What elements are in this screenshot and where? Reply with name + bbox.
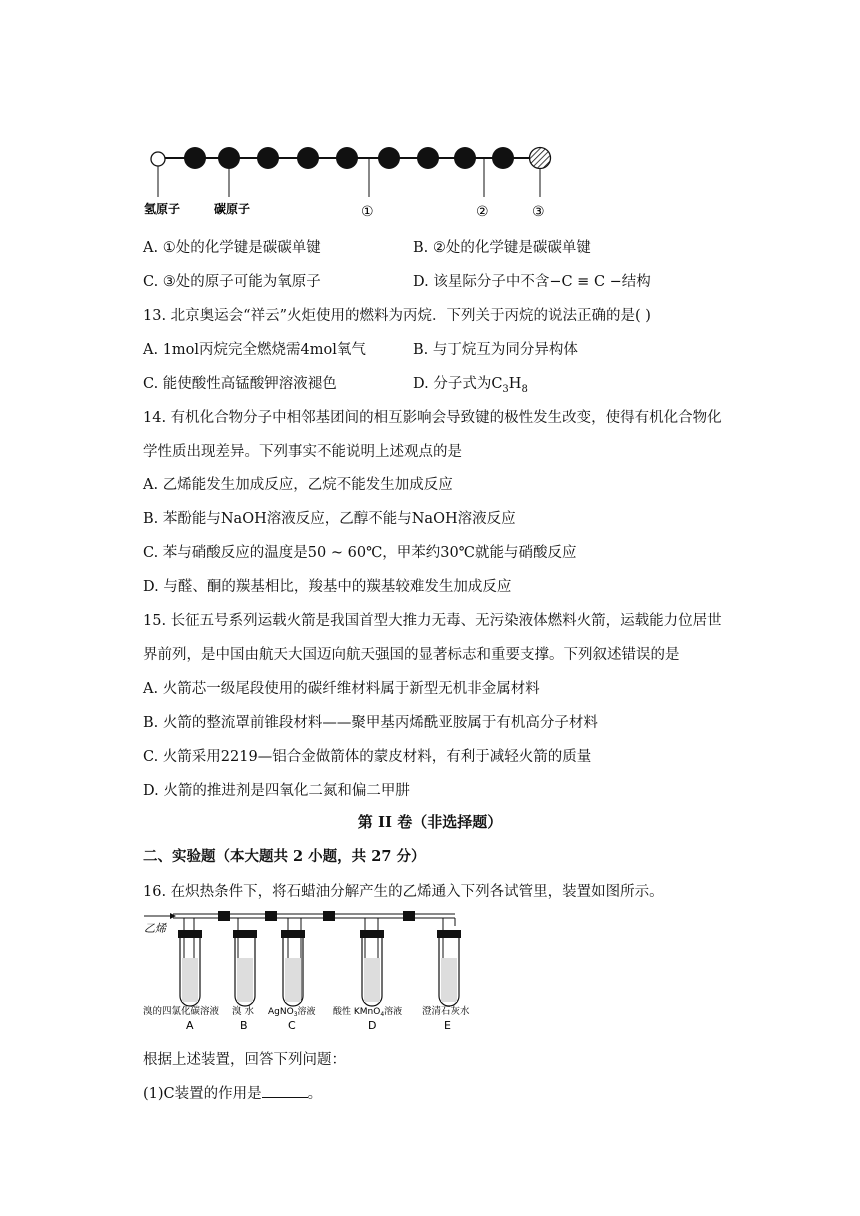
q15-option-a: A. 火箭芯一级尾段使用的碳纤维材料属于新型无机非金属材料 — [143, 681, 540, 697]
q13-option-b: B. 与丁烷互为同分异构体 — [413, 342, 578, 358]
q13-option-d — [413, 372, 528, 395]
q13-d-sub2: 8 — [521, 383, 528, 395]
reagent-b-label: 溴 水 — [232, 1006, 255, 1017]
hydrogen-label: 氢原子 — [144, 202, 181, 216]
q12-option-b: B. ②处的化学键是碳碳单键 — [413, 240, 591, 256]
answer-blank[interactable] — [262, 1085, 308, 1098]
letter-e: E — [444, 1019, 451, 1032]
reagent-c-label: AgNO$_3$溶液 — [268, 1007, 316, 1018]
letter-a: A — [186, 1019, 194, 1032]
marker-3: ③ — [532, 204, 545, 220]
q15-option-d: D. 火箭的推进剂是四氧化二氮和偏二甲肼 — [143, 783, 410, 799]
q12-option-a: A. ①处的化学键是碳碳单键 — [143, 240, 321, 256]
q16-stem: 16. 在炽热条件下，将石蜡油分解产生的乙烯通入下列各试管里，装置如图所示。 — [143, 884, 664, 900]
q12-option-c: C. ③处的原子可能为氧原子 — [143, 274, 321, 290]
letter-b: B — [240, 1019, 248, 1032]
section2-title: 二、实验题（本大题共 2 小题，共 27 分） — [143, 848, 426, 865]
reagent-e-label: 澄清石灰水 — [422, 1006, 470, 1017]
ethylene-inlet-label: 乙烯 — [144, 922, 166, 935]
letter-c: C — [288, 1019, 296, 1032]
q13-d-mid: H — [508, 376, 522, 392]
q14-option-a: A. 乙烯能发生加成反应，乙烷不能发生加成反应 — [143, 477, 453, 493]
marker-1: ① — [361, 204, 374, 220]
reagent-d-label: 酸性 KMnO$_4$溶液 — [333, 1007, 403, 1018]
test-tube-d — [360, 918, 384, 1006]
q13-stem: 13. 北京奥运会“祥云”火炬使用的燃料为丙烷．下列关于丙烷的说法正确的是( ) — [143, 308, 651, 324]
carbon-atom-4 — [297, 147, 319, 169]
carbon-label: 碳原子 — [214, 202, 251, 216]
test-tube-a — [178, 918, 202, 1006]
reagent-a-label: 溴的四氯化碳溶液 — [143, 1006, 220, 1017]
q13-d-sub1: 3 — [502, 383, 509, 395]
q15-stem-line1: 15. 长征五号系列运载火箭是我国首型大推力无毒、无污染液体燃料火箭，运载能力位居世 — [143, 613, 722, 629]
apparatus-figure — [143, 908, 473, 1034]
q14-stem-line2: 学性质出现差异。下列事实不能说明上述观点的是 — [143, 444, 462, 460]
valves — [218, 911, 415, 921]
q16-sub1-prefix: (1)C装置的作用是 — [143, 1086, 262, 1102]
q14-option-d: D. 与醛、酮的羰基相比，羧基中的羰基较难发生加成反应 — [143, 579, 512, 595]
q14-option-c: C. 苯与硝酸反应的温度是50 ~ 60℃，甲苯约30℃就能与硝酸反应 — [143, 545, 577, 561]
test-tube-c — [281, 918, 305, 1006]
carbon-atom-2 — [218, 147, 240, 169]
section-title: 第 II 卷（非选择题） — [357, 813, 503, 831]
carbon-atom-6 — [378, 147, 400, 169]
unknown-atom-hatched — [530, 148, 551, 169]
q15-option-b: B. 火箭的整流罩前锥段材料——聚甲基丙烯酰亚胺属于有机高分子材料 — [143, 715, 598, 731]
carbon-atom-8 — [454, 147, 476, 169]
carbon-atom-9 — [492, 147, 514, 169]
test-tube-b — [233, 918, 257, 1006]
q14-stem-line1: 14. 有机化合物分子中相邻基团间的相互影响会导致键的极性发生改变，使得有机化合物化 — [143, 410, 722, 426]
q13-option-a: A. 1mol丙烷完全燃烧需4mol氧气 — [143, 342, 366, 358]
q14-option-b: B. 苯酚能与NaOH溶液反应，乙醇不能与NaOH溶液反应 — [143, 511, 516, 527]
carbon-atom-1 — [184, 147, 206, 169]
molecule-chain-figure — [140, 135, 560, 225]
carbon-atom-5 — [336, 147, 358, 169]
letter-d: D — [368, 1019, 377, 1032]
q15-option-c: C. 火箭采用2219—铝合金做箭体的蒙皮材料，有利于减轻火箭的质量 — [143, 749, 592, 765]
hydrogen-atom — [151, 152, 165, 166]
test-tube-e — [437, 918, 461, 1006]
q12-option-d: D. 该星际分子中不含−C ≡ C −结构 — [413, 274, 651, 290]
q13-option-c: C. 能使酸性高锰酸钾溶液褪色 — [143, 376, 337, 392]
carbon-atom-3 — [257, 147, 279, 169]
q13-d-prefix: D. 分子式为C — [413, 376, 503, 392]
q16-sub1 — [143, 1082, 322, 1103]
q16-sub1-suffix: 。 — [307, 1086, 323, 1102]
q15-stem-line2: 界前列，是中国由航天大国迈向航天强国的显著标志和重要支撑。下列叙述错误的是 — [143, 647, 680, 663]
q16-intro: 根据上述装置，回答下列问题： — [143, 1052, 346, 1068]
carbon-atom-7 — [417, 147, 439, 169]
marker-2: ② — [476, 204, 489, 220]
